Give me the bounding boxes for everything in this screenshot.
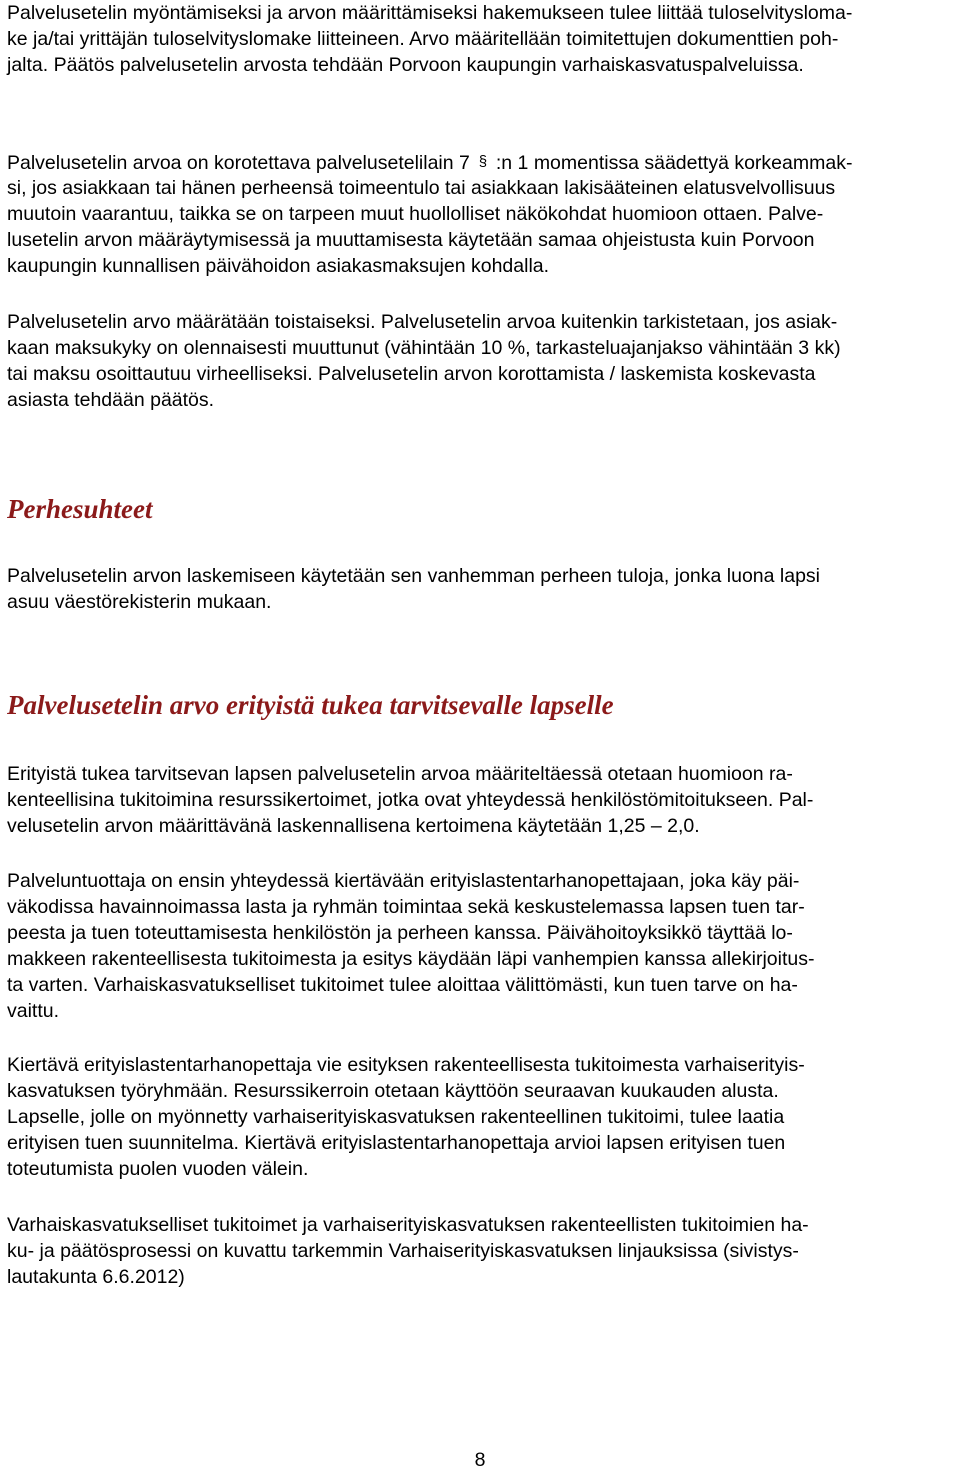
text-line: asiasta tehdään päätös. xyxy=(7,389,215,411)
paragraph-validity xyxy=(7,309,841,413)
paragraph-provider-process xyxy=(7,868,815,1024)
text-line: väkodissa havainnoimassa lasta ja ryhmän toimintaa sekä keskustelemassa lapsen tuen tar- xyxy=(7,896,805,918)
text-fragment: :n 1 momentissa säädettyä korkeammak- xyxy=(495,152,853,174)
text-line: lautakunta 6.6.2012) xyxy=(7,1266,185,1288)
text-line: kenteellisina tukitoimina resurssikertoimet, jotka ovat yhteydessä henkilöstömitoitukseen. Pal- xyxy=(7,789,814,811)
text-line: jalta. Päätös palvelusetelin arvosta tehdään Porvoon kaupungin varhaiskasvatuspalveluissa. xyxy=(7,54,804,76)
section-heading: Palvelusetelin arvo erityistä tukea tarvitsevalle lapselle xyxy=(7,690,614,720)
text-line xyxy=(7,149,852,175)
paragraph-raising-value xyxy=(7,149,852,279)
text-line: ke ja/tai yrittäjän tuloselvityslomake liitteineen. Arvo määritellään toimitettujen dokumenttien poh- xyxy=(7,28,839,50)
text-fragment: Palvelusetelin arvoa on korotettava palvelusetelilain 7 xyxy=(7,152,470,174)
text-line: asuu väestörekisterin mukaan. xyxy=(7,591,272,613)
section-sign: § xyxy=(478,153,488,170)
text-line: kaan maksukyky on olennaisesti muuttunut (vähintään 10 %, tarkasteluajanjakso vähintään 3 kk) xyxy=(7,337,841,359)
text-line: Palvelusetelin myöntämiseksi ja arvon määrittämiseksi hakemukseen tulee liittää tuloselvitysloma- xyxy=(7,2,853,24)
paragraph-workgroup xyxy=(7,1052,805,1182)
text-line: velusetelin arvon määrittävänä laskennallisena kertoimena käytetään 1,25 – 2,0. xyxy=(7,815,700,837)
text-line: erityisen tuen suunnitelma. Kiertävä erityislastentarhanopettaja arvioi lapsen erityisen tuen xyxy=(7,1132,786,1154)
page-number: 8 xyxy=(474,1449,486,1471)
text-line: Palvelusetelin arvo määrätään toistaiseksi. Palvelusetelin arvoa kuitenkin tarkistetaan, jos asiak- xyxy=(7,311,838,333)
text-line: lusetelin arvon määräytymisessä ja muuttamisesta käytetään samaa ohjeistusta kuin Porvoon xyxy=(7,229,815,251)
text-line: kaupungin kunnallisen päivähoidon asiakasmaksujen kohdalla. xyxy=(7,255,550,277)
text-line: ku- ja päätösprosessi on kuvattu tarkemmin Varhaiserityiskasvatuksen linjauksissa (sivistys- xyxy=(7,1240,799,1262)
paragraph-application xyxy=(7,0,852,78)
text-line: vaittu. xyxy=(7,1000,60,1022)
text-line: Lapselle, jolle on myönnetty varhaiserityiskasvatuksen rakenteellinen tukitoimi, tulee laatia xyxy=(7,1106,785,1128)
text-line: makkeen rakenteellisesta tukitoimesta ja esitys käydään läpi vanhempien kanssa allekirjoitus- xyxy=(7,948,815,970)
section-family-relations xyxy=(7,493,153,525)
text-line: Palvelusetelin arvon laskemiseen käytetään sen vanhemman perheen tuloja, jonka luona lapsi xyxy=(7,565,821,587)
text-line: si, jos asiakkaan tai hänen perheensä toimeentulo tai asiakkaan lakisääteinen elatusvelvollisuus xyxy=(7,177,836,199)
text-line: Varhaiskasvatukselliset tukitoimet ja varhaiserityiskasvatuksen rakenteellisten tukitoimien ha- xyxy=(7,1214,809,1236)
paragraph-guidelines xyxy=(7,1212,809,1290)
text-line: kasvatuksen työryhmään. Resurssikerroin otetaan käyttöön seuraavan kuukauden alusta. xyxy=(7,1080,779,1102)
paragraph-family-income xyxy=(7,563,820,615)
text-line: toteutumista puolen vuoden välein. xyxy=(7,1158,309,1180)
text-line: tai maksu osoittautuu virheelliseksi. Palvelusetelin arvon korottamista / laskemista koskevasta xyxy=(7,363,816,385)
text-line: Palveluntuottaja on ensin yhteydessä kiertävään erityislastentarhanopettajaan, joka käy päi- xyxy=(7,870,800,892)
text-line: Erityistä tukea tarvitsevan lapsen palvelusetelin arvoa määriteltäessä otetaan huomioon ra- xyxy=(7,763,793,785)
section-heading: Perhesuhteet xyxy=(7,494,153,524)
text-line: Kiertävä erityislastentarhanopettaja vie esityksen rakenteellisesta tukitoimesta varhaiserityis- xyxy=(7,1054,805,1076)
section-special-support xyxy=(7,689,614,721)
text-line: peesta ja tuen toteuttamisesta henkilöstön ja perheen kanssa. Päivähoitoyksikkö täyttää lo- xyxy=(7,922,793,944)
paragraph-resource-coefficients xyxy=(7,761,813,839)
text-line: ta varten. Varhaiskasvatukselliset tukitoimet tulee aloittaa välittömästi, kun tuen tarve on ha- xyxy=(7,974,798,996)
text-line: muutoin vaarantuu, taikka se on tarpeen muut huollolliset näkökohdat huomioon ottaen. Palve- xyxy=(7,203,824,225)
